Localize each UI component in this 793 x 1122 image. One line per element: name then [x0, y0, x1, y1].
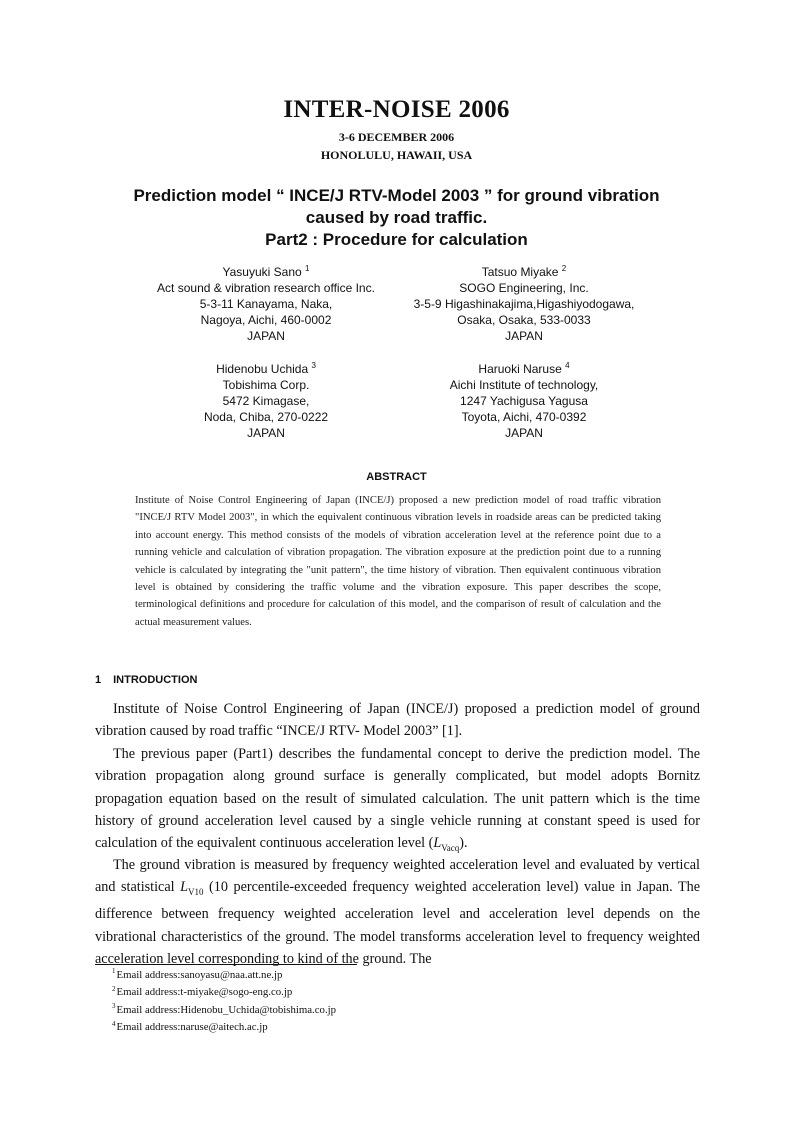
author-footnote-mark: 1 [305, 264, 310, 273]
affiliation-line: 1247 Yachigusa Yagusa [460, 394, 588, 408]
footnote-text: Email address:Hidenobu_Uchida@tobishima.co.jp [116, 1003, 337, 1016]
footnote-item [112, 1019, 336, 1036]
footnote-item [112, 984, 336, 1001]
affiliation-line: Osaka, Osaka, 533-0033 [457, 313, 591, 327]
paragraph-text: Institute of Noise Control Engineering of Japan (INCE/J) proposed a prediction model of ground vibration caused by road traffic “INCE/J RTV- Model 2003” [1]. [95, 701, 700, 740]
footnotes [112, 967, 336, 1037]
abstract-heading: ABSTRACT [366, 471, 427, 483]
affiliation-line: 3-5-9 Higashinakajima,Higashiyodogawa, [413, 297, 635, 311]
paper-title-line-2: caused by road traffic. [305, 208, 488, 227]
section-heading [95, 674, 209, 686]
paper-title-line-1: Prediction model “ INCE/J RTV-Model 2003 ” for ground vibration [133, 186, 660, 205]
author-name: Yasuyuki Sano [222, 265, 302, 279]
paper-title-line-3: Part2 : Procedure for calculation [265, 230, 528, 249]
footnote-text: Email address:sanoyasu@naa.att.ne.jp [116, 969, 283, 981]
affiliation-line: Aichi Institute of technology, [449, 378, 599, 392]
affiliation-line: 5472 Kimagase, [222, 394, 310, 408]
footnote-mark: 2 [112, 984, 116, 993]
author-name: Tatsuo Miyake [481, 265, 559, 279]
affiliation-line: Nagoya, Aichi, 460-0002 [200, 313, 332, 327]
author-block-naruse [384, 361, 664, 441]
conference-dates: 3-6 DECEMBER 2006 [338, 130, 455, 144]
footnote-mark: 3 [112, 1002, 116, 1011]
paragraph-text: The ground vibration is measured by frequency weighted acceleration level and evaluated by vertical and statistical [95, 857, 700, 896]
author-name: Haruoki Naruse [478, 362, 562, 376]
body-paragraph-1 [95, 698, 700, 743]
footnote-item [112, 967, 336, 984]
abstract-text: Institute of Noise Control Engineering of Japan (INCE/J) proposed a new prediction model of road traffic vibration "INCE/J RTV Model 2003", in which the equivalent continuous vibration levels in roadside areas can be predicted taking into account energy. This method consists of the models of vibration acceleration level at the reference point due to a running vehicle and calculation of vibration propagation. The vibration exposure at the prediction point due to a running vehicle is calculated by integrating the "unit pattern", the time history of vibration. Then equivalent continuous vibration level is obtained by considering the traffic volume and the vibration exposure. This paper describes the scope, terminological definitions and procedure for calculation of this model, and the comparison of result of calculation and the actual measurement values. [135, 495, 661, 628]
footnote-mark: 4 [112, 1019, 116, 1028]
footnote-text: Email address:t-miyake@sogo-eng.co.jp [116, 986, 293, 999]
affiliation-line: Noda, Chiba, 270-0222 [203, 410, 329, 424]
paragraph-text: The previous paper (Part1) describes the fundamental concept to derive the prediction model. The vibration propagation along ground surface is generally complicated, but model adopts Bornitz propagation equation based on the result of simulated calculation. The unit pattern which is the time history of ground acceleration level caused by a single vehicle running at constant speed is used for calculation of the equivalent continuous acceleration level ( [95, 746, 700, 852]
footnote-item [112, 1002, 336, 1019]
affiliation-country: JAPAN [247, 329, 285, 343]
conference-title: INTER-NOISE 2006 [283, 96, 510, 123]
math-symbol: L [180, 879, 189, 896]
author-block-sano [126, 264, 406, 344]
author-name: Hidenobu Uchida [216, 362, 309, 376]
affiliation-country: JAPAN [247, 426, 285, 440]
author-footnote-mark: 2 [561, 264, 567, 273]
math-subscript: V10 [188, 887, 204, 898]
conference-place: HONOLULU, HAWAII, USA [320, 148, 473, 162]
footnote-divider [95, 964, 357, 965]
footnote-text: Email address:naruse@aitech.ac.jp [116, 1021, 268, 1034]
affiliation-country: JAPAN [505, 329, 543, 343]
footnote-mark: 1 [112, 967, 116, 976]
author-block-uchida [126, 361, 406, 441]
math-subscript: Vacq [441, 843, 460, 854]
paragraph-text: (10 percentile-exceeded frequency weighted acceleration level) value in Japan. The difference between frequency weighted acceleration level and acceleration level depends on the vibrational characteristics of the ground. The model transforms acceleration level to frequency weighted acceleration level corresponding to kind of the ground. The [95, 879, 700, 968]
affiliation-line: Tobishima Corp. [222, 378, 310, 392]
body-paragraph-2 [95, 743, 700, 859]
author-block-miyake [384, 264, 664, 344]
author-footnote-mark: 4 [565, 361, 570, 370]
affiliation-line: Act sound & vibration research office Inc. [157, 281, 375, 295]
affiliation-country: JAPAN [505, 426, 543, 440]
affiliation-line: Toyota, Aichi, 470-0392 [461, 410, 587, 424]
affiliation-line: SOGO Engineering, Inc. [459, 281, 589, 295]
author-footnote-mark: 3 [311, 361, 316, 370]
paragraph-text: ). [459, 835, 468, 852]
section-title: INTRODUCTION [113, 674, 198, 686]
section-number: 1 [95, 674, 102, 686]
body-paragraph-3 [95, 854, 700, 970]
affiliation-line: 5-3-11 Kanayama, Naka, [199, 297, 333, 311]
math-symbol: L [433, 835, 442, 852]
